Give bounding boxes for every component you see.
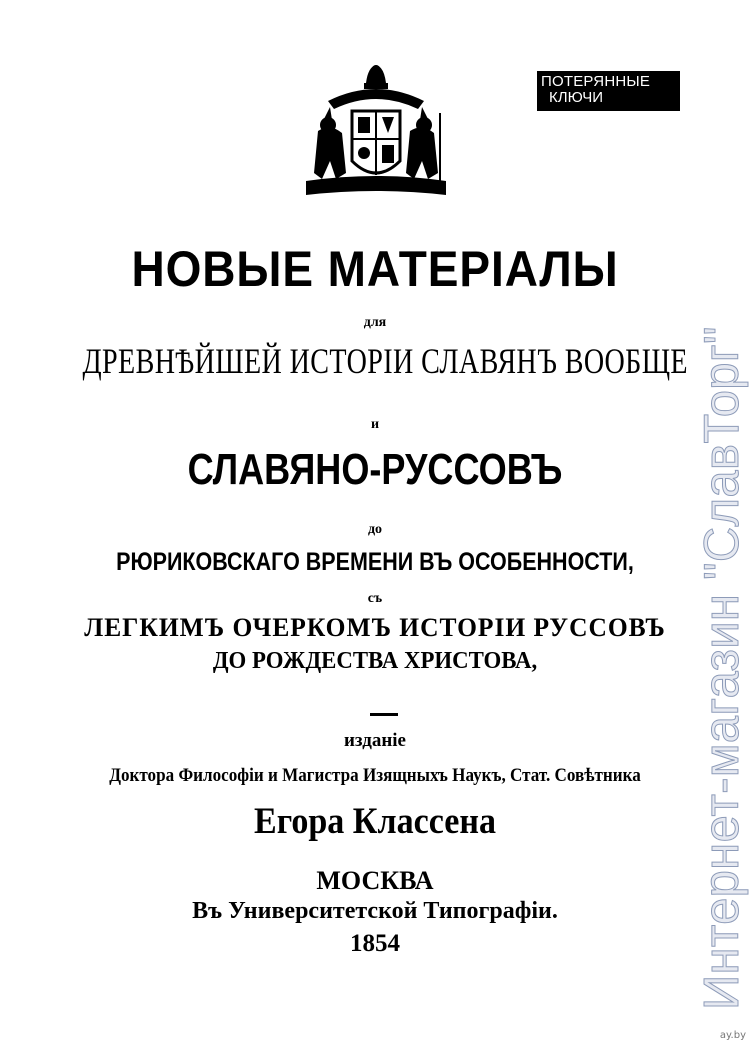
imprint-press: Въ Университетской Типографіи. <box>192 898 558 924</box>
author-name: Егора Классена <box>254 801 496 842</box>
subtitle-before-birth: ДО РОЖДЕСТВА ХРИСТОВА, <box>212 648 538 674</box>
site-mark: ay.by <box>719 1030 746 1041</box>
subtitle-ancient-history: ДРЕВНѢЙШЕЙ ИСТОРІИ СЛАВЯНЪ ВООБЩЕ <box>82 341 688 381</box>
potterjannye-klyuchi-badge <box>537 71 680 111</box>
connector-and: и <box>370 417 380 432</box>
connector-until: до <box>367 522 383 537</box>
connector-for: для <box>363 315 387 330</box>
badge-line-2: КЛЮЧИ <box>549 89 604 106</box>
subtitle-rurik-time: РЮРИКОВСКАГО ВРЕМЕНИ ВЪ ОСОБЕННОСТИ, <box>116 548 634 576</box>
imprint-year: 1854 <box>350 930 400 957</box>
main-title: НОВЫЕ МАТЕРІАЛЫ <box>131 241 619 297</box>
divider-rule <box>370 713 398 716</box>
store-watermark: Интернет-магазин "СлавТорг" <box>695 326 749 1010</box>
edition-label: изданіе <box>343 730 406 751</box>
coat-of-arms-icon <box>300 63 452 203</box>
subtitle-slavrus: СЛАВЯНО-РУССОВЪ <box>187 445 563 494</box>
imprint-city: МОСКВА <box>316 866 434 895</box>
connector-with: съ <box>367 591 383 606</box>
subtitle-light-sketch: ЛЕГКИМЪ ОЧЕРКОМЪ ИСТОРІИ РУССОВЪ <box>84 613 666 642</box>
author-credentials: Доктора Философіи и Магистра Изящныхъ Наукъ, Стат. Совѣтника <box>109 765 641 786</box>
badge-line-1: ПОТЕРЯННЫЕ <box>541 73 651 90</box>
